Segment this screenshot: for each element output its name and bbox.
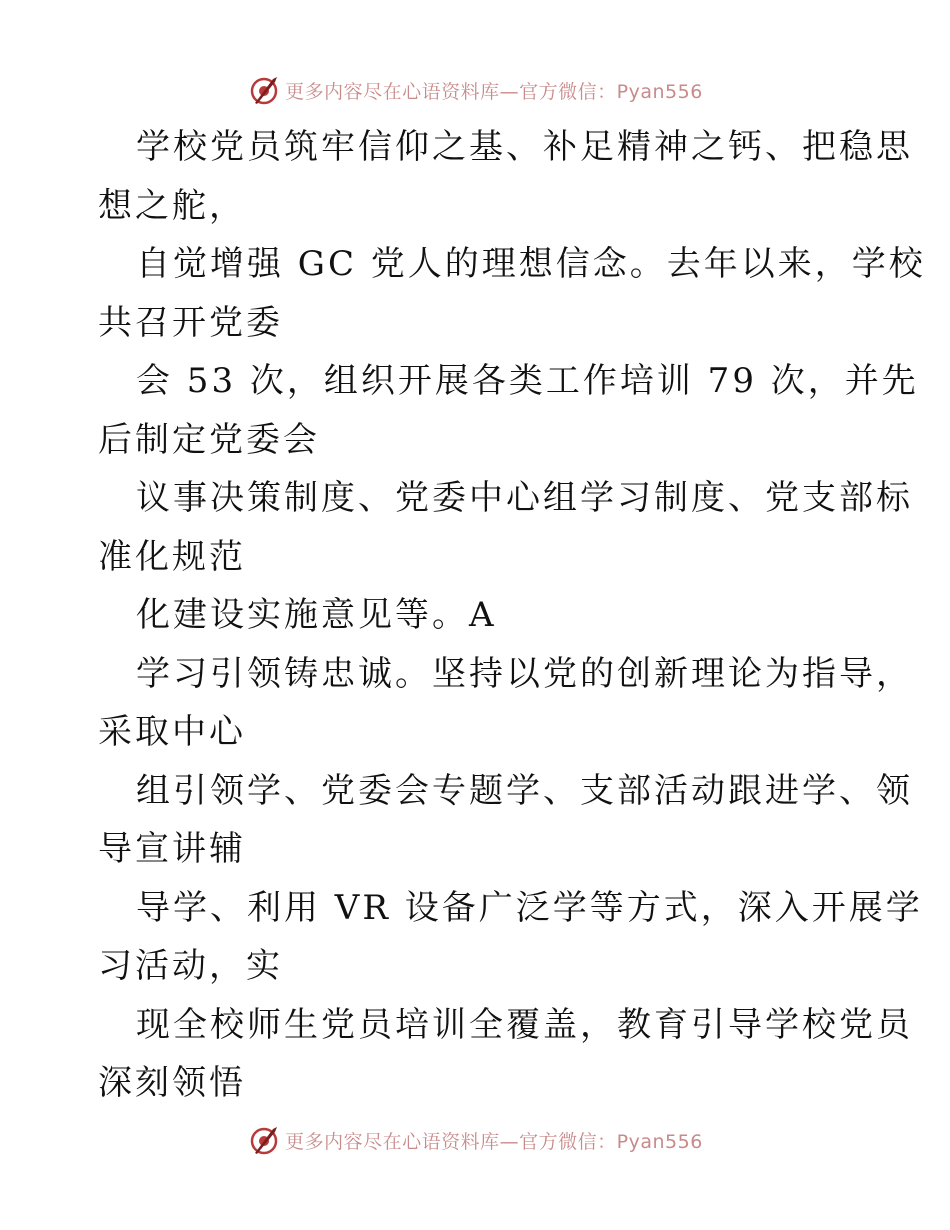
paragraph <box>98 235 926 352</box>
footer-banner-text: 更多内容尽在心语资料库—官方微信：Pyan556 <box>285 1130 703 1153</box>
paragraph-line: 准化规范 <box>98 536 246 577</box>
paragraph-line: 导宣讲辅 <box>98 829 246 869</box>
paragraph-line: 深刻领悟 <box>98 1063 246 1103</box>
quill-logo-icon <box>247 73 281 107</box>
paragraph-line: 议事决策制度、党委中心组学习制度、党支部标 <box>136 478 913 518</box>
paragraph-line: 学习引领铸忠诚。坚持以党的创新理论为指导， <box>136 653 913 694</box>
quill-logo-icon <box>247 1123 281 1157</box>
header-banner-text: 更多内容尽在心语资料库—官方微信：Pyan556 <box>285 80 703 103</box>
paragraph <box>98 118 913 235</box>
paragraph <box>98 469 913 586</box>
header-banner <box>0 70 950 110</box>
paragraph <box>98 762 913 879</box>
paragraph-line: 学校党员筑牢信仰之基、补足精神之钙、把稳思 <box>136 127 913 167</box>
paragraph <box>98 879 923 996</box>
document-body <box>98 118 926 1113</box>
footer-banner <box>0 1120 950 1160</box>
paragraph-line: 想之舵， <box>98 185 246 226</box>
paragraph-line: 会 53 次，组织开展各类工作培训 79 次，并先 <box>136 361 919 401</box>
paragraph-line: 采取中心 <box>98 712 246 752</box>
paragraph <box>98 645 913 762</box>
paragraph-line: 化建设实施意见等。A <box>136 595 497 635</box>
paragraph-line: 共召开党委 <box>98 302 283 343</box>
paragraph-line: 导学、利用 VR 设备广泛学等方式，深入开展学 <box>136 887 923 928</box>
paragraph-line: 组引领学、党委会专题学、支部活动跟进学、领 <box>136 770 913 811</box>
paragraph-line: 自觉增强 GC 党人的理想信念。去年以来，学校 <box>136 244 926 284</box>
paragraph <box>98 996 913 1113</box>
paragraph <box>98 586 858 645</box>
paragraph-line: 现全校师生党员培训全覆盖，教育引导学校党员 <box>136 1004 913 1045</box>
paragraph <box>98 352 919 469</box>
paragraph-line: 后制定党委会 <box>98 419 320 460</box>
paragraph-line: 习活动，实 <box>98 946 283 986</box>
